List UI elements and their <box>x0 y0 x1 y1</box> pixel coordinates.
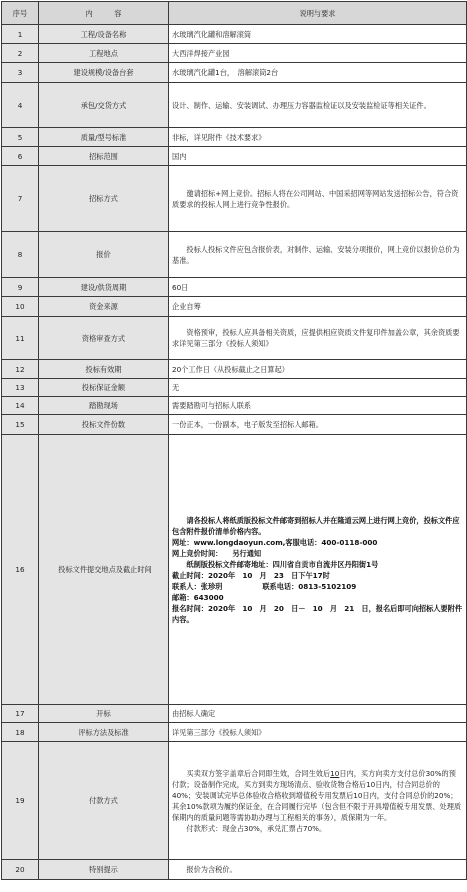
row-number: 8 <box>2 232 39 278</box>
bidding-time-value: 另行通知 <box>232 548 262 558</box>
table-row <box>2 25 467 44</box>
website-line: 网址：www.longdaoyun.com,客服电话：400-0118-000 <box>172 537 378 547</box>
payment-terms: 买卖双方签字盖章后合同即生效，合同生效后10日内，买方向卖方支付总价30%的预付款；设备制作完成，买方到卖方现场清点、验收货物合格后10日内，付合同总价的40%；安装调试完毕总体验收合格收到增值税专用发票后10日内，支付合同总价的20%；其余10%款项为履约保证金，在合同履行完毕（包含但不限于开具增值税专用发票、处理质保期内的质量问题等需协助办理与工程相关的事务），质保期为一年。 <box>172 768 462 822</box>
table-row <box>2 147 467 166</box>
table-row <box>2 415 467 435</box>
contact-person: 联系人：张珍玥 <box>172 581 223 591</box>
table-row <box>2 860 467 880</box>
row-item: 踏勘现场 <box>39 397 169 415</box>
table-row <box>2 723 467 742</box>
row-number: 3 <box>2 63 39 83</box>
row-number: 4 <box>2 83 39 128</box>
table-row <box>2 379 467 397</box>
row-item: 资金来源 <box>39 297 169 317</box>
row-number: 1 <box>2 25 39 44</box>
table-row <box>2 44 467 63</box>
row-desc: 详见第三部分《投标人须知》 <box>169 723 467 742</box>
row-desc: 水玻璃汽化罐1台， 溶解滚筒2台 <box>169 63 467 83</box>
row-item: 招标方式 <box>39 166 169 232</box>
row-number: 7 <box>2 166 39 232</box>
row-desc: 设计、制作、运输、安装调试、办理压力容器监检证以及安装监检证等相关证件。 <box>169 83 467 128</box>
row-item: 招标范围 <box>39 147 169 166</box>
submission-instructions: 请各投标人将纸质版投标文件邮寄到招标人并在隆道云网上进行网上竞价，投标文件应包含附件报价清单价格内容。 <box>172 515 460 536</box>
header-no: 序号 <box>2 2 39 25</box>
row-desc: 需要踏勘可与招标人联系 <box>169 397 467 415</box>
row-item: 投标有效期 <box>39 360 169 379</box>
bidding-time-label: 网上竞价时间： <box>172 548 223 558</box>
row-item: 报价 <box>39 232 169 278</box>
table-row <box>2 232 467 278</box>
postal-line: 邮箱：643000 <box>172 592 224 602</box>
table-row-submission <box>2 435 467 705</box>
mailing-address: 纸制版投标文件邮寄地址：四川省自贡市自流井区丹阳街1号 <box>186 559 379 569</box>
row-number: 16 <box>2 435 39 705</box>
table-row <box>2 397 467 415</box>
row-item: 特别提示 <box>39 860 169 880</box>
table-row <box>2 297 467 317</box>
row-desc: 邀请招标+网上竞价。招标人将在公司网站、中国采招网等网站发送招标公告，符合资质要求的投标人网上进行竞争性报价。 <box>169 166 467 232</box>
deadline-line: 截止时间：2020年 10 月 23 日下午17时 <box>172 570 330 580</box>
row-desc: 企业自筹 <box>169 297 467 317</box>
row-item: 投标保证金额 <box>39 379 169 397</box>
row-item: 承包/交货方式 <box>39 83 169 128</box>
row-number: 2 <box>2 44 39 63</box>
contact-phone: 联系电话：0813-5102109 <box>262 581 357 591</box>
header-desc: 说明与要求 <box>169 2 467 25</box>
row-number: 18 <box>2 723 39 742</box>
row-item: 付款方式 <box>39 742 169 860</box>
table-row <box>2 128 467 147</box>
row-item: 评标方法及标准 <box>39 723 169 742</box>
row-item: 投标文件提交地点及截止时间 <box>39 435 169 705</box>
bidding-time-line <box>172 548 463 559</box>
row-desc <box>169 435 467 705</box>
row-desc: 资格预审，投标人应具备相关资质，应提供相应资质文件复印件加盖公章，其余资质要求详见第三部分《投标人须知》 <box>169 317 467 360</box>
row-number: 10 <box>2 297 39 317</box>
row-desc: 报价为含税价。 <box>169 860 467 880</box>
registration-time: 报名时间：2020年 10 月 20 日－ 10 月 21 日，报名后即可向招标人要附件内容。 <box>172 603 463 624</box>
header-item: 内 容 <box>39 2 169 25</box>
row-item: 工程/设备名称 <box>39 25 169 44</box>
row-item: 质量/型号标准 <box>39 128 169 147</box>
row-desc: 国内 <box>169 147 467 166</box>
row-desc: 20个工作日（从投标截止之日算起） <box>169 360 467 379</box>
table-row <box>2 317 467 360</box>
table-row-payment <box>2 742 467 860</box>
table-row <box>2 166 467 232</box>
row-desc: 由招标人确定 <box>169 705 467 723</box>
row-number: 13 <box>2 379 39 397</box>
row-item: 工程地点 <box>39 44 169 63</box>
table-row <box>2 83 467 128</box>
row-desc: 一份正本，一份副本，电子版发至招标人邮箱。 <box>169 415 467 435</box>
row-desc <box>169 742 467 860</box>
row-desc: 无 <box>169 379 467 397</box>
row-number: 9 <box>2 278 39 297</box>
row-item: 开标 <box>39 705 169 723</box>
row-desc: 大西洋焊接产业园 <box>169 44 467 63</box>
table-row <box>2 63 467 83</box>
row-number: 20 <box>2 860 39 880</box>
row-item: 资格审查方式 <box>39 317 169 360</box>
row-desc: 投标人投标文件应包含报价表，对制作、运输、安装分项报价，网上竞价以报价总价为基准。 <box>169 232 467 278</box>
row-item: 投标文件份数 <box>39 415 169 435</box>
row-number: 15 <box>2 415 39 435</box>
row-item: 建设规模/设备台套 <box>39 63 169 83</box>
row-number: 14 <box>2 397 39 415</box>
table-row <box>2 360 467 379</box>
row-number: 6 <box>2 147 39 166</box>
row-number: 19 <box>2 742 39 860</box>
table-row <box>2 278 467 297</box>
table-row <box>2 705 467 723</box>
contact-line <box>172 581 463 592</box>
row-desc: 非标，详见附件《技术要求》 <box>169 128 467 147</box>
row-desc: 60日 <box>169 278 467 297</box>
payment-form: 付款形式：现金占30%，承兑汇票占70%。 <box>186 823 327 833</box>
row-desc: 水玻璃汽化罐和溶解滚筒 <box>169 25 467 44</box>
row-number: 5 <box>2 128 39 147</box>
row-number: 11 <box>2 317 39 360</box>
table-header-row <box>2 2 467 25</box>
row-item: 建设/供货周期 <box>39 278 169 297</box>
row-number: 17 <box>2 705 39 723</box>
bidding-info-table <box>1 1 467 880</box>
row-number: 12 <box>2 360 39 379</box>
